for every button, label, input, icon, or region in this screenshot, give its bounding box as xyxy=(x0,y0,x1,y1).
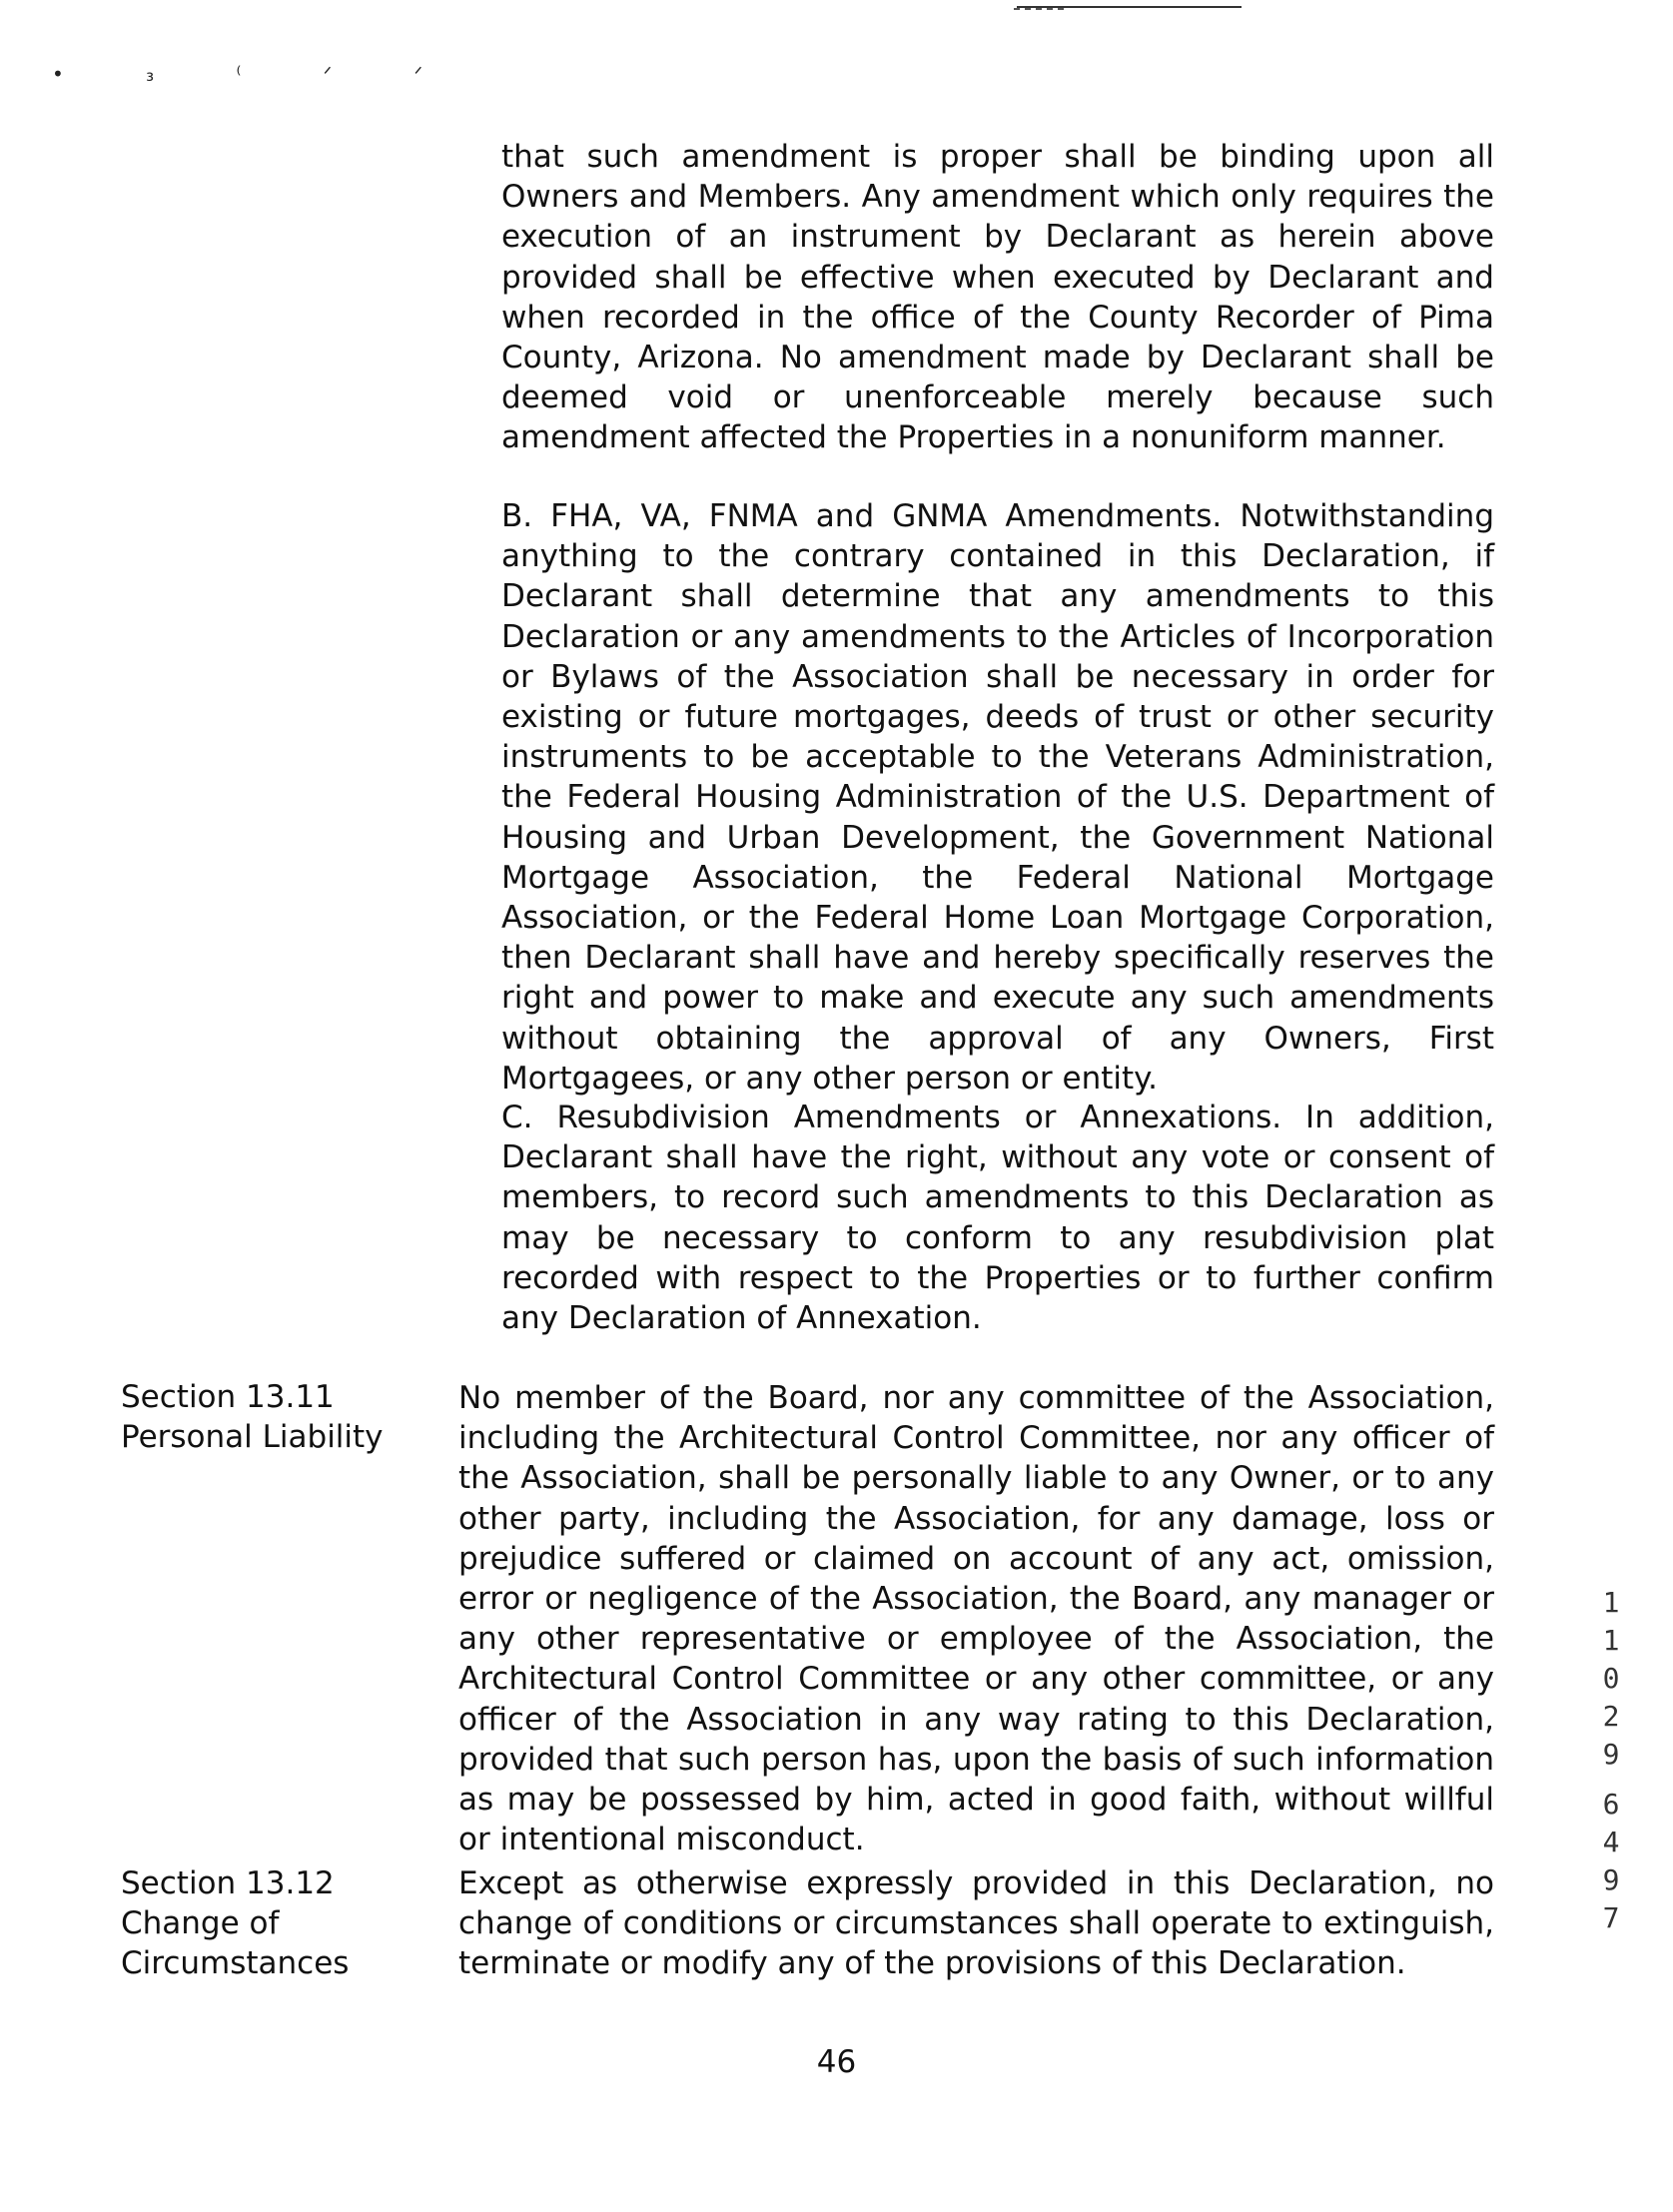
stamp-digit: 1 xyxy=(1602,1624,1620,1657)
section-title-line: Change of xyxy=(121,1905,280,1942)
recording-stamp-group-2 xyxy=(1596,1786,1626,1937)
paragraph-intro: that such amendment is proper shall be binding upon all Owners and Members. Any amendment which only requires the execution of an instrument by Declarant as herein above provided shall be effective when executed by Declarant and when recorded in the office of the County Recorder of Pima County, Arizona. No amendment made by Declarant shall be deemed void or unenforceable merely because such amendment affected the Properties in a nonuniform manner. xyxy=(501,139,1494,456)
stamp-digit: 9 xyxy=(1602,1863,1620,1896)
page-number: 46 xyxy=(816,2044,857,2080)
stamp-digit: 2 xyxy=(1602,1700,1620,1733)
section-13-12-text: Except as otherwise expressly provided in this Declaration, no change of conditions or circumstances shall operate to extinguish, terminate or modify any of the provisions of this Declaration. xyxy=(458,1865,1494,1982)
stamp-digit: 4 xyxy=(1602,1826,1620,1858)
stamp-digit: 1 xyxy=(1602,1586,1620,1619)
scan-marks: • ₃ ⁽ ᐟ ᐟ xyxy=(52,62,461,86)
section-13-12-label xyxy=(121,1863,349,1984)
stamp-digit: 0 xyxy=(1602,1662,1620,1695)
section-title-line: Circumstances xyxy=(121,1945,350,1982)
section-13-11-text: No member of the Board, nor any committee of the Association, including the Architectural Control Committee, nor any officer of the Association, shall be personally liable to any Owner, or to any other party, including the Association, for any damage, loss or prejudice suffered or claimed on account of any act, omission, error or negligence of the Association, the Board, any manager or any other representative or employee of the Association, the Architectural Control Committee or any other committee, or any officer of the Association in any way rating to this Declaration, provided that such person has, upon the basis of such information as may be possessed by him, acted in good faith, without willful or intentional misconduct. xyxy=(458,1380,1494,1858)
stamp-digit: 9 xyxy=(1602,1738,1620,1771)
stamp-digit: 7 xyxy=(1602,1901,1620,1934)
paragraph-b-fha-va-amendments: B. FHA, VA, FNMA and GNMA Amendments. Notwithstanding anything to the contrary contained in this Declaration, if Declarant shall determine that any amendments to this Declaration or any amendments to the Articles of Incorporation or Bylaws of the Association shall be necessary in order for existing or future mortgages, deeds of trust or other security instruments to be acceptable to the Veterans Administration, the Federal Housing Administration of the U.S. Department of Housing and Urban Development, the Government National Mortgage Association, the Federal National Mortgage Association, or the Federal Home Loan Mortgage Corporation, then Declarant shall have and hereby specifically reserves the right and power to make and execute any such amendments without obtaining the approval of any Owners, First Mortgagees, or any other person or entity. xyxy=(501,498,1494,1097)
section-13-11-label xyxy=(121,1377,384,1457)
section-number: Section 13.11 xyxy=(121,1379,335,1415)
stamp-digit: 6 xyxy=(1602,1788,1620,1821)
top-dash xyxy=(1014,8,1064,10)
section-title-line: Personal Liability xyxy=(121,1419,384,1456)
recording-stamp-group-1 xyxy=(1596,1584,1626,1774)
section-number: Section 13.12 xyxy=(121,1865,335,1901)
paragraph-c-resubdivision-amendments: C. Resubdivision Amendments or Annexations. In addition, Declarant shall have the right, without any vote or consent of members, to record such amendments to this Declaration as may be necessary to conform to any resubdivision plat recorded with respect to the Properties or to further confirm any Declaration of Annexation. xyxy=(501,1100,1494,1337)
